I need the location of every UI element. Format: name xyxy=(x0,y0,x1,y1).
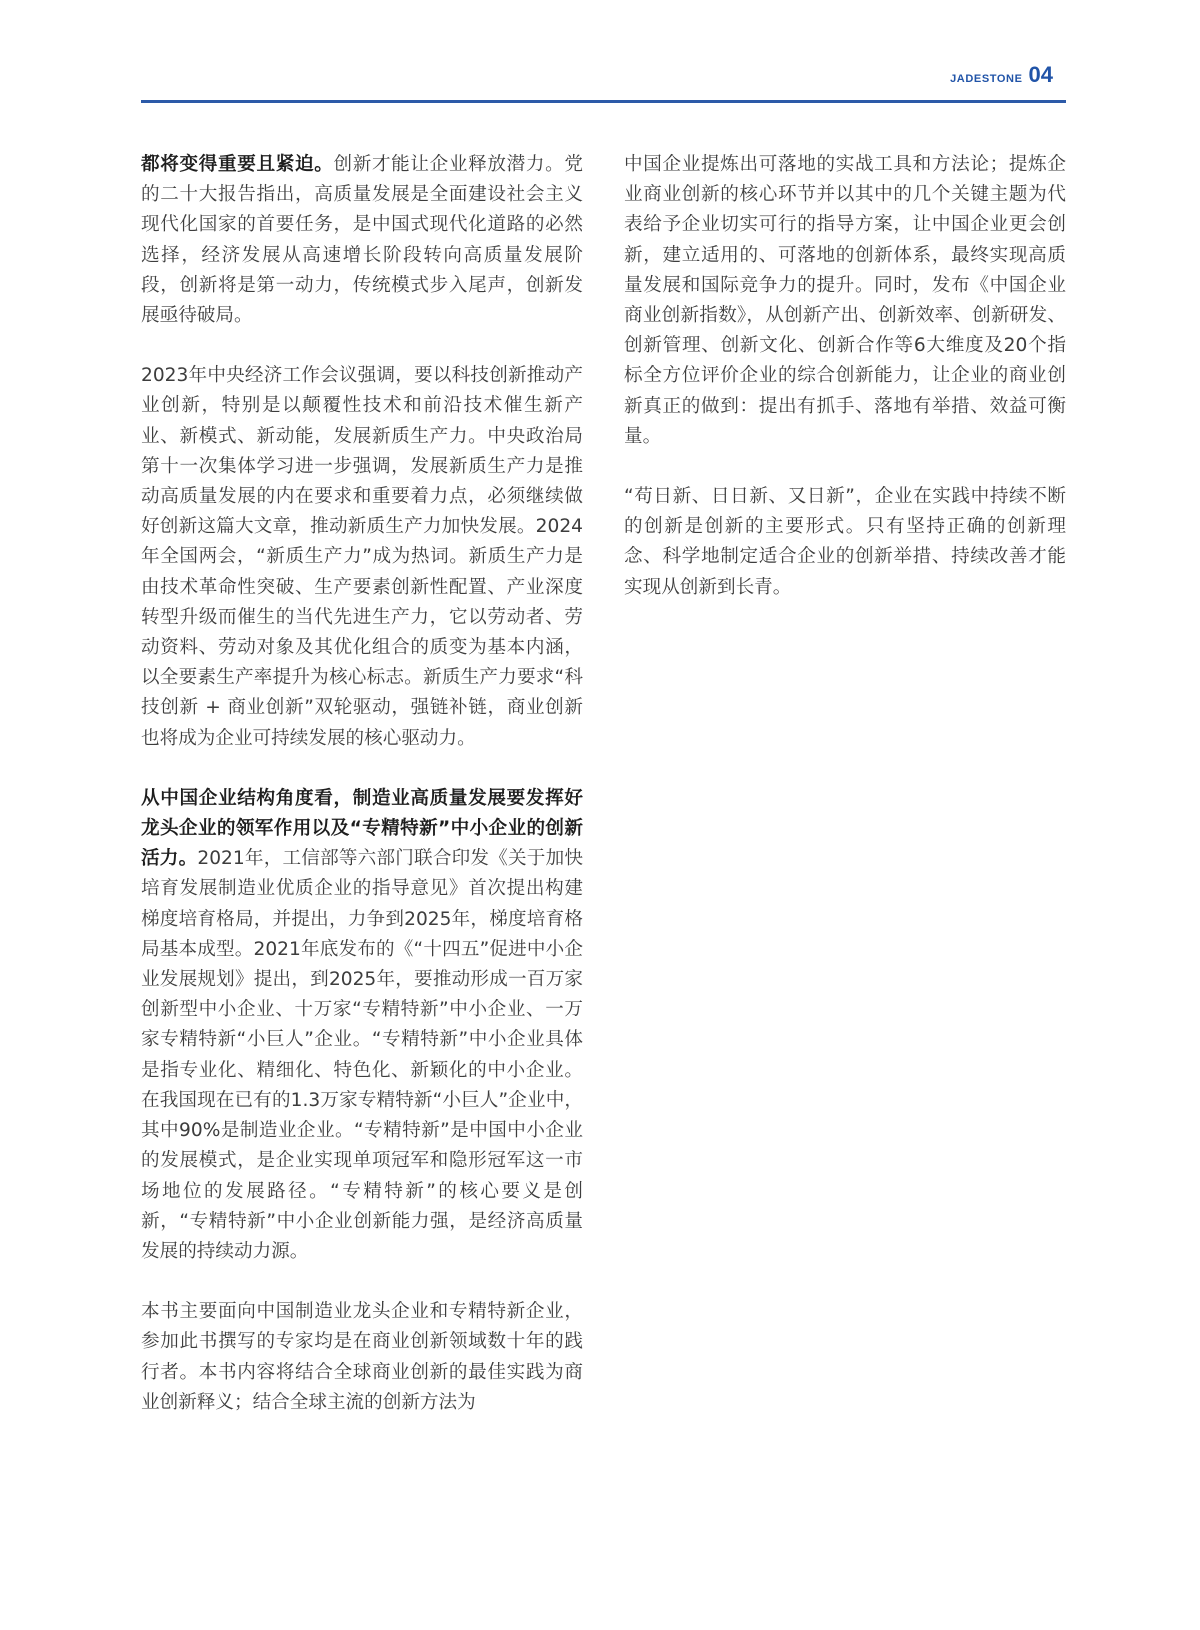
paragraph xyxy=(141,1297,583,1418)
paragraph-body: 2021年，工信部等六部门联合印发《关于加快培育发展制造业优质企业的指导意见》首次提出构建梯度培育格局，并提出，力争到2025年，梯度培育格局基本成型。2021年底发布的《“十四五”促进中小企业发展规划》提出，到2025年，要推动形成一百万家创新型中小企业、十万家“专精特新”中小企业、一万家专精特新“小巨人”企业。“专精特新”中小企业具体是指专业化、精细化、特色化、新颖化的中小企业。在我国现在已有的1.3万家专精特新“小巨人”企业中，其中90%是制造业企业。“专精特新”是中国中小企业的发展模式，是企业实现单项冠军和隐形冠军这一市场地位的发展路径。“专精特新”的核心要义是创新，“专精特新”中小企业创新能力强，是经济高质量发展的持续动力源。 xyxy=(141,848,583,1262)
page-number: 04 xyxy=(1028,62,1053,87)
paragraph-lead: 都将变得重要且紧迫。 xyxy=(141,154,334,175)
page-header xyxy=(950,62,1053,88)
paragraph-body: 中国企业提炼出可落地的实战工具和方法论；提炼企业商业创新的核心环节并以其中的几个关键主题为代表给予企业切实可行的指导方案，让中国企业更会创新，建立适用的、可落地的创新体系，最终实现高质量发展和国际竞争力的提升。同时，发布《中国企业商业创新指数》，从创新产出、创新效率、创新研发、创新管理、创新文化、创新合作等6大维度及20个指标全方位评价企业的综合创新能力，让企业的商业创新真正的做到：提出有抓手、落地有举措、效益可衡量。 xyxy=(624,154,1066,447)
paragraph-body: “苟日新、日日新、又日新”，企业在实践中持续不断的创新是创新的主要形式。只有坚持正确的创新理念、科学地制定适合企业的创新举措、持续改善才能实现从创新到长青。 xyxy=(624,486,1066,598)
paragraph xyxy=(141,784,583,1267)
paragraph-body: 本书主要面向中国制造业龙头企业和专精特新企业，参加此书撰写的专家均是在商业创新领域数十年的践行者。本书内容将结合全球商业创新的最佳实践为商业创新释义；结合全球主流的创新方法为 xyxy=(141,1301,583,1413)
paragraph-body: 创新才能让企业释放潜力。党的二十大报告指出，高质量发展是全面建设社会主义现代化国家的首要任务，是中国式现代化道路的必然选择，经济发展从高速增长阶段转向高质量发展阶段，创新将是第一动力，传统模式步入尾声，创新发展亟待破局。 xyxy=(141,154,583,327)
paragraph xyxy=(141,150,583,331)
paragraph xyxy=(141,361,583,754)
right-column xyxy=(624,150,1066,633)
left-column xyxy=(141,150,583,1448)
paragraph xyxy=(624,482,1066,603)
brand-name: JADESTONE xyxy=(950,73,1023,85)
paragraph xyxy=(624,150,1066,452)
header-divider xyxy=(141,100,1066,103)
paragraph-lead: 从中国企业结构角度看，制造业高质量发展要发挥好龙头企业的领军作用以及“专精特新”中小企业的创新活力。 xyxy=(141,787,583,870)
paragraph-body: 2023年中央经济工作会议强调，要以科技创新推动产业创新，特别是以颠覆性技术和前沿技术催生新产业、新模式、新动能，发展新质生产力。中央政治局第十一次集体学习进一步强调，发展新质生产力是推动高质量发展的内在要求和重要着力点，必须继续做好创新这篇大文章，推动新质生产力加快发展。2024年全国两会，“新质生产力”成为热词。新质生产力是由技术革命性突破、生产要素创新性配置、产业深度转型升级而催生的当代先进生产力，它以劳动者、劳动资料、劳动对象及其优化组合的质变为基本内涵，以全要素生产率提升为核心标志。新质生产力要求“科技创新 + 商业创新”双轮驱动，强链补链，商业创新也将成为企业可持续发展的核心驱动力。 xyxy=(141,365,583,749)
